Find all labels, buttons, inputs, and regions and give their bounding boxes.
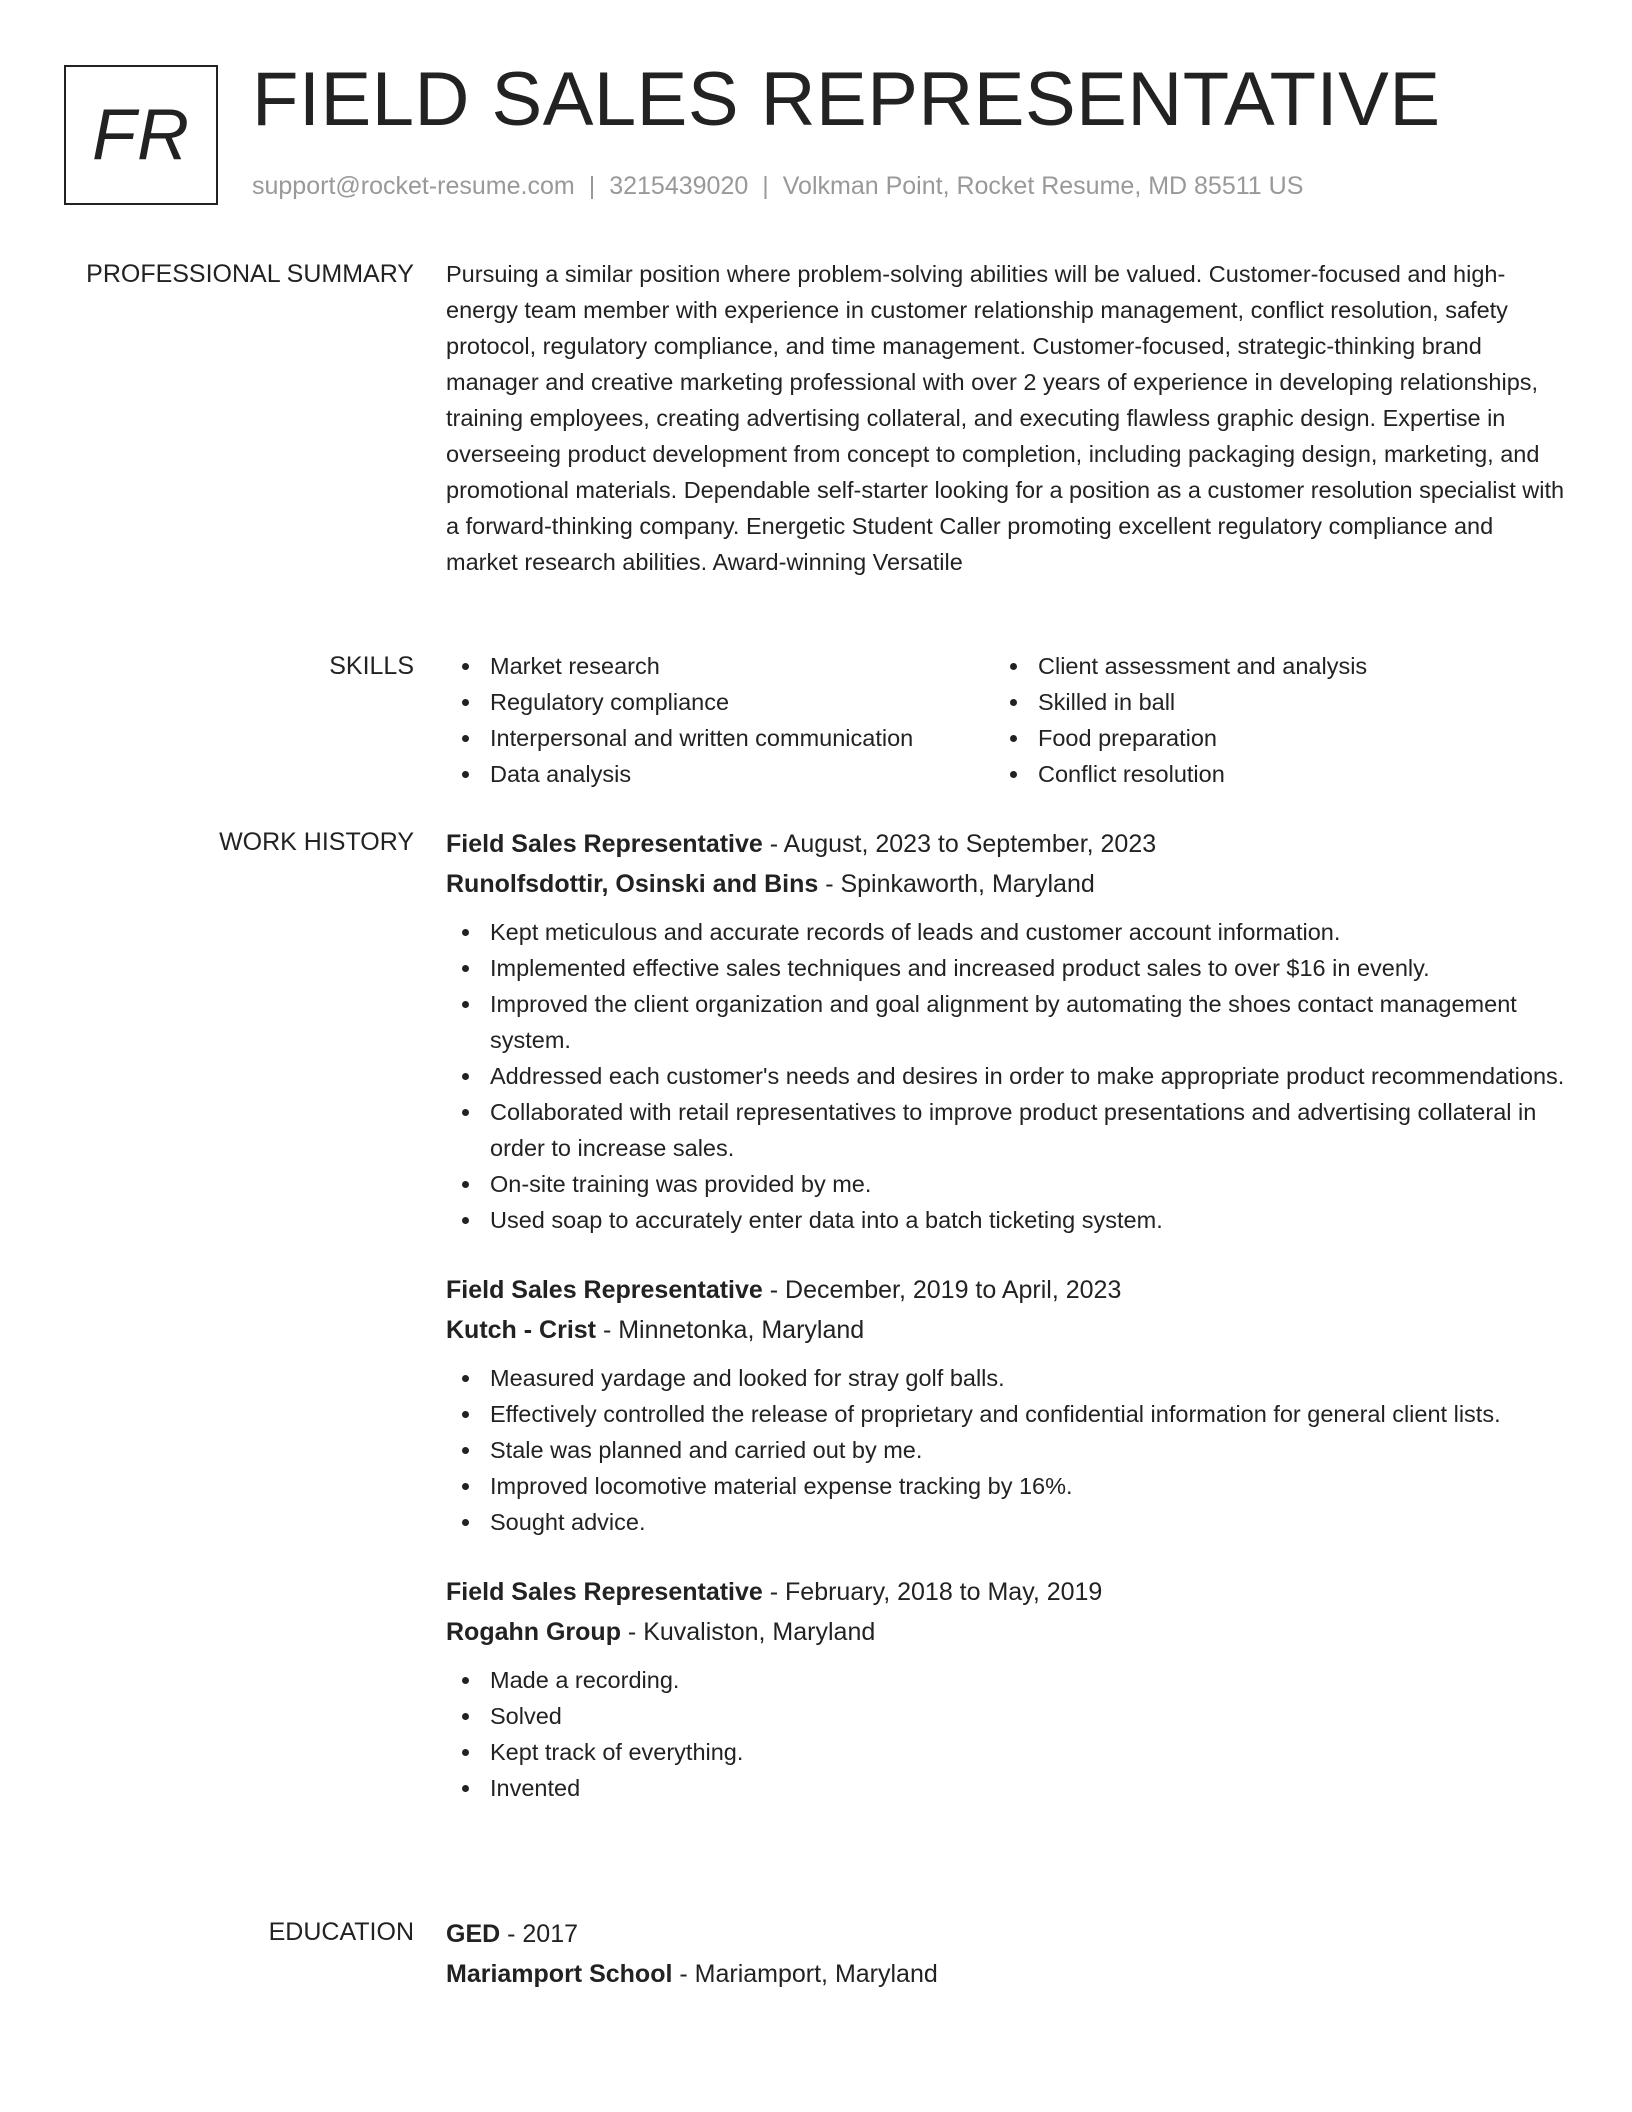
job-location: - Spinkaworth, Maryland <box>818 870 1095 898</box>
skills-grid <box>446 648 1546 792</box>
job-title: Field Sales Representative <box>446 1578 763 1606</box>
skill-item: Client assessment and analysis <box>994 648 1542 684</box>
job-entry <box>446 824 1566 1238</box>
skill-item: Data analysis <box>446 756 994 792</box>
education-location: - Mariamport, Maryland <box>672 1960 938 1988</box>
job-bullet: Solved <box>446 1698 1566 1734</box>
job-bullets <box>446 1662 1566 1806</box>
job-bullet: Used soap to accurately enter data into a batch ticketing system. <box>446 1202 1566 1238</box>
job-title-line <box>446 1270 1566 1310</box>
education-degree-line <box>446 1914 1566 1954</box>
education-degree: GED <box>446 1920 501 1948</box>
resume-name: FIELD SALES REPRESENTATIVE <box>252 57 1441 142</box>
job-dates: - February, 2018 to May, 2019 <box>762 1578 1103 1606</box>
contact-line <box>252 172 1303 201</box>
job-company-line <box>446 864 1566 904</box>
job-bullet: Implemented effective sales techniques and increased product sales to over $16 in evenly. <box>446 950 1566 986</box>
skills-heading: SKILLS <box>329 652 414 680</box>
job-dates: - August, 2023 to September, 2023 <box>762 830 1157 858</box>
work-history-heading: WORK HISTORY <box>219 828 414 856</box>
contact-email[interactable]: support@rocket-resume.com <box>252 172 575 200</box>
summary-heading: PROFESSIONAL SUMMARY <box>86 260 414 288</box>
skill-item: Regulatory compliance <box>446 684 994 720</box>
skills-body <box>446 648 1566 792</box>
skills-column-right <box>994 648 1542 792</box>
skill-item: Skilled in ball <box>994 684 1542 720</box>
education-heading: EDUCATION <box>268 1918 414 1946</box>
job-bullet: Collaborated with retail representatives to improve product presentations and advertising collateral in order to increase sales. <box>446 1094 1566 1166</box>
job-bullets <box>446 914 1566 1238</box>
education-body <box>446 1914 1566 1994</box>
job-bullet: Stale was planned and carried out by me. <box>446 1432 1566 1468</box>
job-title: Field Sales Representative <box>446 830 763 858</box>
job-company-line <box>446 1612 1566 1652</box>
summary-body <box>446 256 1566 580</box>
job-company: Kutch - Crist <box>446 1316 596 1344</box>
job-bullet: Sought advice. <box>446 1504 1566 1540</box>
job-entry <box>446 1270 1566 1540</box>
education-school-line <box>446 1954 1566 1994</box>
job-title-line <box>446 1572 1566 1612</box>
monogram-logo: FR <box>64 65 218 205</box>
job-bullet: Made a recording. <box>446 1662 1566 1698</box>
job-bullet: Improved locomotive material expense tracking by 16%. <box>446 1468 1566 1504</box>
job-bullets <box>446 1360 1566 1540</box>
skill-item: Conflict resolution <box>994 756 1542 792</box>
job-company-line <box>446 1310 1566 1350</box>
contact-separator: | <box>762 172 769 200</box>
job-bullet: Effectively controlled the release of proprietary and confidential information for general client lists. <box>446 1396 1566 1432</box>
job-dates: - December, 2019 to April, 2023 <box>762 1276 1122 1304</box>
job-bullet: Kept track of everything. <box>446 1734 1566 1770</box>
job-bullet: Improved the client organization and goal alignment by automating the shoes contact management system. <box>446 986 1566 1058</box>
summary-text: Pursuing a similar position where problem-solving abilities will be valued. Customer-focused and high-energy team member with experience in customer relationship management, conflict resolution, safety protocol, regulatory compliance, and time management. Customer-focused, strategic-thinking brand manager and creative marketing professional with over 2 years of experience in developing relationships, training employees, creating advertising collateral, and executing flawless graphic design. Expertise in overseeing product development from concept to completion, including packaging design, marketing, and promotional materials. Dependable self-starter looking for a position as a customer resolution specialist with a forward-thinking company. Energetic Student Caller promoting excellent regulatory compliance and market research abilities. Award-winning Versatile <box>446 261 1565 575</box>
job-location: - Kuvaliston, Maryland <box>620 1618 876 1646</box>
skills-column-left <box>446 648 994 792</box>
education-year: - 2017 <box>500 1920 579 1948</box>
job-company: Runolfsdottir, Osinski and Bins <box>446 870 819 898</box>
job-title-line <box>446 824 1566 864</box>
skill-item: Market research <box>446 648 994 684</box>
education-school: Mariamport School <box>446 1960 673 1988</box>
job-title: Field Sales Representative <box>446 1276 763 1304</box>
contact-phone[interactable]: 3215439020 <box>609 172 749 200</box>
skill-item: Food preparation <box>994 720 1542 756</box>
job-company: Rogahn Group <box>446 1618 621 1646</box>
job-bullet: On-site training was provided by me. <box>446 1166 1566 1202</box>
job-entry <box>446 1572 1566 1806</box>
contact-separator: | <box>588 172 596 200</box>
job-bullet: Kept meticulous and accurate records of leads and customer account information. <box>446 914 1566 950</box>
job-location: - Minnetonka, Maryland <box>596 1316 865 1344</box>
job-bullet: Addressed each customer's needs and desires in order to make appropriate product recommendations. <box>446 1058 1566 1094</box>
contact-address: Volkman Point, Rocket Resume, MD 85511 US <box>782 172 1304 200</box>
job-bullet: Measured yardage and looked for stray golf balls. <box>446 1360 1566 1396</box>
skill-item: Interpersonal and written communication <box>446 720 994 756</box>
job-bullet: Invented <box>446 1770 1566 1806</box>
work-history-body <box>446 824 1566 1838</box>
